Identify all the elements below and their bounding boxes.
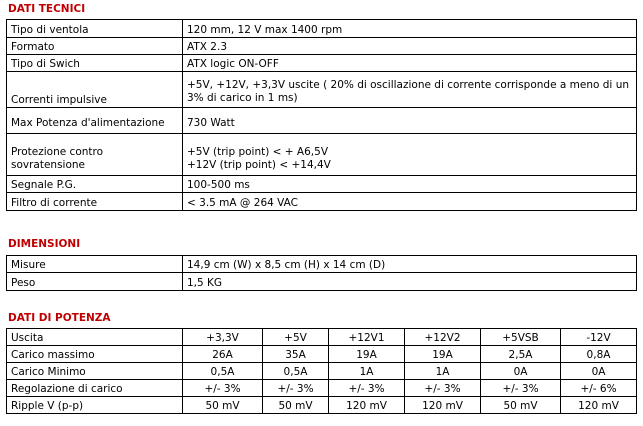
table-header-row (7, 329, 637, 346)
row-label: Misure (7, 256, 183, 273)
table-row (7, 380, 637, 397)
row-label: Segnale P.G. (7, 176, 183, 193)
header-cell: +12V2 (405, 329, 481, 346)
table-cell: 0,5A (183, 363, 263, 380)
row-label: Tipo di Swich (7, 55, 183, 72)
table-cell: 0,5A (263, 363, 329, 380)
table-row (7, 397, 637, 414)
row-value: 14,9 cm (W) x 8,5 cm (H) x 14 cm (D) (183, 256, 637, 273)
table-cell: 2,5A (481, 346, 561, 363)
header-cell: -12V (561, 329, 637, 346)
table-cell: 0A (561, 363, 637, 380)
row-value (183, 134, 637, 176)
row-label: Max Potenza d'alimentazione (7, 108, 183, 134)
table-cell: 50 mV (263, 397, 329, 414)
table-cell: 0,8A (561, 346, 637, 363)
table-row (7, 256, 637, 273)
row-value: +5V, +12V, +3,3V uscite ( 20% di oscillazione di corrente corrisponde a meno di un 3% di carico in 1 ms) (183, 72, 637, 108)
row-label: Ripple V (p-p) (7, 397, 183, 414)
table-cell: +/- 6% (561, 380, 637, 397)
table-row (7, 108, 637, 134)
table-row (7, 193, 637, 211)
row-label: Formato (7, 38, 183, 55)
table-row (7, 38, 637, 55)
table-row (7, 72, 637, 108)
table-cell: 1A (329, 363, 405, 380)
tech-section-title: DATI TECNICI (8, 3, 86, 15)
table-cell: 19A (405, 346, 481, 363)
row-value: 730 Watt (183, 108, 637, 134)
table-row (7, 346, 637, 363)
table-cell: 19A (329, 346, 405, 363)
power-section-title: DATI DI POTENZA (8, 312, 111, 324)
value-line: +12V (trip point) < +14,4V (187, 159, 331, 171)
row-value: 1,5 KG (183, 273, 637, 291)
row-value: ATX logic ON-OFF (183, 55, 637, 72)
table-cell: +/- 3% (329, 380, 405, 397)
row-label: Carico massimo (7, 346, 183, 363)
power-data-table (6, 328, 637, 414)
dimensions-table (6, 255, 637, 291)
row-label: Regolazione di carico (7, 380, 183, 397)
table-cell: 120 mV (329, 397, 405, 414)
row-value: 120 mm, 12 V max 1400 rpm (183, 20, 637, 38)
table-cell: +/- 3% (263, 380, 329, 397)
table-row (7, 134, 637, 176)
table-cell: 120 mV (561, 397, 637, 414)
table-cell: 35A (263, 346, 329, 363)
table-row (7, 55, 637, 72)
header-cell: +12V1 (329, 329, 405, 346)
table-cell: +/- 3% (481, 380, 561, 397)
row-label: Filtro di corrente (7, 193, 183, 211)
dims-section-title: DIMENSIONI (8, 238, 81, 250)
table-cell: 50 mV (183, 397, 263, 414)
header-cell: +3,3V (183, 329, 263, 346)
row-label: Carico Minimo (7, 363, 183, 380)
table-row (7, 363, 637, 380)
row-label: Peso (7, 273, 183, 291)
table-cell: 120 mV (405, 397, 481, 414)
table-row (7, 176, 637, 193)
tech-specs-table (6, 19, 637, 211)
table-cell: 26A (183, 346, 263, 363)
table-cell: +/- 3% (405, 380, 481, 397)
header-cell: +5VSB (481, 329, 561, 346)
table-cell: +/- 3% (183, 380, 263, 397)
table-cell: 50 mV (481, 397, 561, 414)
table-cell: 1A (405, 363, 481, 380)
row-value: ATX 2.3 (183, 38, 637, 55)
header-cell: +5V (263, 329, 329, 346)
row-label: Protezione contro sovratensione (7, 134, 183, 176)
row-value: 100-500 ms (183, 176, 637, 193)
row-label: Tipo di ventola (7, 20, 183, 38)
row-value: < 3.5 mA @ 264 VAC (183, 193, 637, 211)
row-label: Correnti impulsive (7, 72, 183, 108)
value-line: +5V (trip point) < + A6,5V (187, 146, 328, 158)
table-row (7, 20, 637, 38)
table-cell: 0A (481, 363, 561, 380)
table-row (7, 273, 637, 291)
header-cell: Uscita (7, 329, 183, 346)
